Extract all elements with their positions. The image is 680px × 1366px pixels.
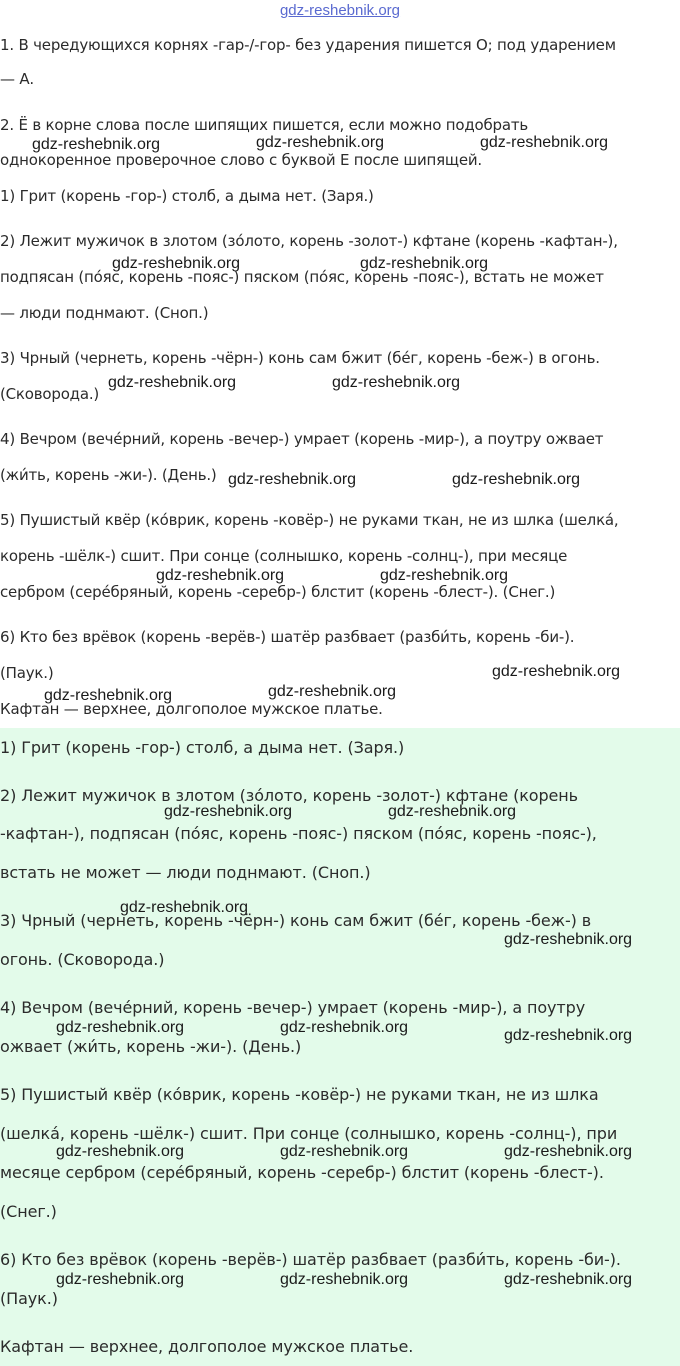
text-line: 6) Кто без врёвок (корень -верёв-) шатёр разбвает (разби́ть, корень -би-). (0, 628, 575, 646)
text-line: 3) Чрный (чернеть, корень -чёрн-) конь сам бжит (бе́г, корень -беж-) в (0, 911, 592, 930)
text-line: однокоренное проверочное слово с буквой Е после шипящей. (0, 151, 482, 169)
text-line: — люди поднмают. (Сноп.) (0, 304, 209, 322)
text-line: Кафтан — верхнее, долгополое мужское платье. (0, 1337, 414, 1356)
text-line: месяце сербром (серéбряный, корень -серебр-) блстит (корень -блест-). (0, 1163, 604, 1182)
watermark: gdz-reshebnik.org (280, 1271, 409, 1288)
watermark: gdz-reshebnik.org (280, 1019, 409, 1036)
text-line: 5) Пушистый квёр (ко́врик, корень -ковёр-) не руками ткан, не из шлка (шелка́, (0, 511, 619, 529)
text-line: 2) Лежит мужичок в злотом (зо́лото, корень -золот-) кфтане (корень -кафтан-), (0, 232, 618, 250)
watermark: gdz-reshebnik.org (164, 803, 293, 820)
text-line: подпясан (по́яс, корень -пояс-) пяском (по́яс, корень -пояс-), встать не может (0, 268, 604, 286)
text-line: Кафтан — верхнее, долгополое мужское платье. (0, 700, 383, 718)
text-line: (Паук.) (0, 1289, 58, 1308)
text-line: 1) Грит (корень -гор-) столб, а дыма нет. (Заря.) (0, 738, 405, 757)
text-line: — А. (0, 70, 34, 88)
text-line: корень -шёлк-) сшит. При сонце (солнышко, корень -солнц-), при месяце (0, 547, 568, 565)
text-line: 4) Вечром (вече́рний, корень -вечер-) умрает (корень -мир-), а поутру (0, 998, 586, 1017)
text-line: (шелка́, корень -шёлк-) сшит. При сонце (солнышко, корень -солнц-), при (0, 1124, 618, 1143)
watermark: gdz-reshebnik.org (388, 803, 517, 820)
text-line: встать не может — люди поднмают. (Сноп.) (0, 863, 371, 882)
watermark: gdz-reshebnik.org (56, 1271, 185, 1288)
watermark: gdz-reshebnik.org (380, 567, 509, 584)
text-line: (жи́ть, корень -жи-). (День.) (0, 466, 217, 484)
text-line: 2) Лежит мужичок в злотом (зо́лото, корень -золот-) кфтане (корень (0, 786, 578, 805)
text-line: 5) Пушистый квёр (ко́врик, корень -ковёр-) не руками ткан, не из шлка (0, 1085, 599, 1104)
text-line: 1) Грит (корень -гор-) столб, а дыма нет. (Заря.) (0, 187, 374, 205)
watermark: gdz-reshebnik.org (332, 374, 461, 391)
text-line: 2. Ё в корне слова после шипящих пишется, если можно подобрать (0, 116, 529, 134)
watermark: gdz-reshebnik.org (268, 683, 397, 700)
text-line: 3) Чрный (чернеть, корень -чёрн-) конь сам бжит (бе́г, корень -беж-) в огонь. (0, 349, 600, 367)
watermark: gdz-reshebnik.org (504, 931, 633, 948)
watermark: gdz-reshebnik.org (504, 1143, 633, 1160)
watermark: gdz-reshebnik.org (156, 567, 285, 584)
text-line: сербром (серéбряный, корень -серебр-) блстит (корень -блест-). (Снег.) (0, 583, 556, 601)
watermark: gdz-reshebnik.org (112, 255, 241, 272)
watermark: gdz-reshebnik.org (504, 1271, 633, 1288)
text-line: 6) Кто без врёвок (корень -верёв-) шатёр разбвает (разби́ть, корень -би-). (0, 1250, 621, 1269)
watermark: gdz-reshebnik.org (108, 374, 237, 391)
watermark: gdz-reshebnik.org (452, 471, 581, 488)
watermark: gdz-reshebnik.org (280, 1143, 409, 1160)
watermark: gdz-reshebnik.org (504, 1027, 633, 1044)
text-line: ожвает (жи́ть, корень -жи-). (День.) (0, 1037, 302, 1056)
watermark: gdz-reshebnik.org (56, 1143, 185, 1160)
watermark: gdz-reshebnik.org (56, 1019, 185, 1036)
text-line: (Снег.) (0, 1202, 57, 1221)
watermark: gdz-reshebnik.org (480, 134, 609, 151)
text-line: (Сковорода.) (0, 385, 100, 403)
site-watermark-link[interactable]: gdz-reshebnik.org (279, 2, 401, 19)
text-line: -кафтан-), подпясан (по́яс, корень -пояс-) пяском (по́яс, корень -пояс-), (0, 824, 597, 843)
text-line: 1. В чередующихся корнях -гар-/-гор- без ударения пишется О; под ударением (0, 36, 616, 54)
watermark: gdz-reshebnik.org (360, 255, 489, 272)
watermark: gdz-reshebnik.org (32, 136, 161, 153)
watermark: gdz-reshebnik.org (256, 134, 385, 151)
text-line: 4) Вечром (вече́рний, корень -вечер-) умрает (корень -мир-), а поутру ожвает (0, 430, 604, 448)
watermark: gdz-reshebnik.org (228, 471, 357, 488)
text-line: огонь. (Сковорода.) (0, 950, 165, 969)
watermark: gdz-reshebnik.org (492, 663, 621, 680)
watermark: gdz-reshebnik.org (120, 899, 249, 916)
watermark: gdz-reshebnik.org (44, 687, 173, 704)
text-line: (Паук.) (0, 664, 54, 682)
